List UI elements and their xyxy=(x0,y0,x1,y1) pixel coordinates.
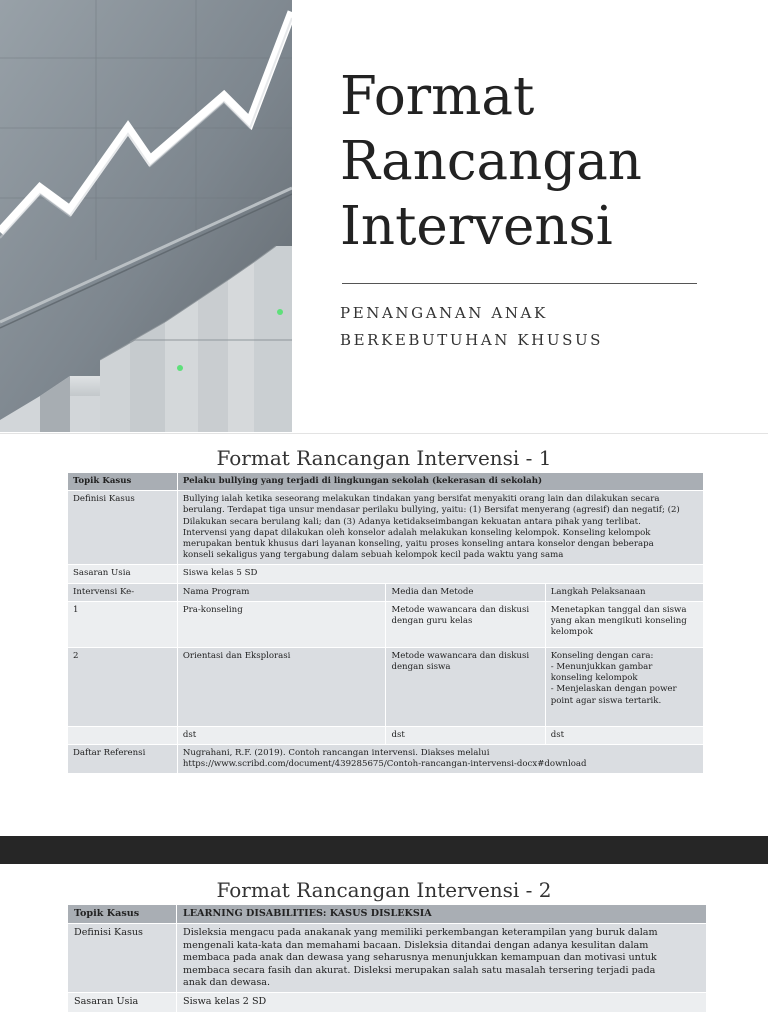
definition-text xyxy=(178,491,703,564)
table-row xyxy=(68,602,703,647)
intervention-table xyxy=(67,472,704,774)
cover-title xyxy=(340,64,760,259)
intervention-number: 2 xyxy=(68,648,177,726)
table-row xyxy=(68,491,703,564)
cover-subtitle xyxy=(340,300,740,354)
text-line: konseling kelompok xyxy=(550,673,638,684)
row-label: Sasaran Usia xyxy=(68,993,176,1011)
text-line: membaca pada anak dan dewasa yang seharusnya menunjukkan kemampuan dan motivasi untuk xyxy=(183,952,657,964)
text-line: dengan guru kelas xyxy=(391,616,473,627)
table-row xyxy=(68,924,706,992)
column-header: Media dan Metode xyxy=(386,584,544,601)
cover-title-line: Intervensi xyxy=(340,196,613,257)
column-header: Nama Program xyxy=(178,584,386,601)
program-name: dst xyxy=(178,727,386,744)
text-line: Disleksia mengacu pada anakanak yang memiliki perkembangan keterampilan yang buruk dalam xyxy=(183,927,658,939)
target-age-value: Siswa kelas 2 SD xyxy=(177,993,706,1011)
target-age-value: Siswa kelas 5 SD xyxy=(178,565,703,582)
text-line: anak dan dewasa. xyxy=(183,977,271,989)
table-row xyxy=(68,473,703,490)
row-label: Sasaran Usia xyxy=(68,565,177,582)
text-line: - Menjelaskan dengan power xyxy=(550,684,677,695)
table-row xyxy=(68,727,703,744)
media-method xyxy=(386,602,544,647)
reference-text xyxy=(178,745,703,773)
text-line: dengan siswa xyxy=(391,662,451,673)
program-name: Orientasi dan Eksplorasi xyxy=(178,648,386,726)
text-line: Intervensi yang dapat dilakukan oleh konselor adalah melakukan konseling kelompok. Konseling kelompok xyxy=(182,527,651,538)
reference-link[interactable]: https://www.scribd.com/document/439285675/Contoh-rancangan-intervensi-docx#download xyxy=(182,759,587,770)
row-label: Definisi Kasus xyxy=(68,924,176,992)
column-header: Langkah Pelaksanaan xyxy=(546,584,703,601)
row-label: Daftar Referensi xyxy=(68,745,177,773)
definition-text xyxy=(177,924,706,992)
intervention-number xyxy=(68,727,177,744)
program-name: Pra-konseling xyxy=(178,602,386,647)
implementation-steps xyxy=(546,648,703,726)
staircase-graph-image xyxy=(0,0,292,432)
intervention-number: 1 xyxy=(68,602,177,647)
text-line: Menetapkan tanggal dan siswa xyxy=(550,604,687,615)
topic-value: LEARNING DISABILITIES: KASUS DISLEKSIA xyxy=(177,905,706,923)
text-line: - Menunjukkan gambar xyxy=(550,662,653,673)
implementation-steps xyxy=(546,602,703,647)
slide-divider-bar xyxy=(0,836,768,864)
row-label: Topik Kasus xyxy=(68,905,176,923)
intervention-slide-2 xyxy=(0,864,768,1024)
cover-subtitle-line: BERKEBUTUHAN KHUSUS xyxy=(340,331,604,349)
text-line: yang akan mengikuti konseling xyxy=(550,616,687,627)
text-line: mengenali kata-kata dan memahami bacaan. Disleksia ditandai dengan adanya kesulitan dalam xyxy=(183,939,649,951)
topic-value: Pelaku bullying yang terjadi di lingkungan sekolah (kekerasan di sekolah) xyxy=(178,473,703,490)
text-line: merupakan bentuk khusus dari layanan konseling, yaitu proses konseling antara konselor dengan beberapa xyxy=(182,539,654,550)
cover-subtitle-line: PENANGANAN ANAK xyxy=(340,304,548,322)
text-line: Metode wawancara dan diskusi xyxy=(391,650,530,661)
text-line: konseli sekaligus yang tergabung dalam sebuah kelompok kecil pada waktu yang sama xyxy=(182,550,564,561)
text-line: berulang. Terdapat tiga unsur mendasar perilaku bullying, yaitu: (1) Bersifat menyerang (agresif) dan negatif; (2) xyxy=(182,505,680,516)
text-line: Bullying ialah ketika seseorang melakukan tindakan yang bersifat menyakiti orang lain dan dilakukan secara xyxy=(182,494,660,505)
slide-title: Format Rancangan Intervensi - 1 xyxy=(216,446,552,470)
implementation-steps: dst xyxy=(546,727,703,744)
table-row xyxy=(68,648,703,726)
row-label: Definisi Kasus xyxy=(68,491,177,564)
text-line: kelompok xyxy=(550,627,593,638)
table-row xyxy=(68,993,706,1011)
text-line: membaca secara fasih dan akurat. Disleksi merupakan salah satu masalah tersering terjadi pada xyxy=(183,964,656,976)
intervention-table xyxy=(67,904,707,1013)
table-row xyxy=(68,565,703,582)
slide-title: Format Rancangan Intervensi - 2 xyxy=(216,878,552,902)
media-method xyxy=(386,648,544,726)
cover-slide xyxy=(0,0,768,432)
intervention-slide-1 xyxy=(0,433,768,836)
media-method: dst xyxy=(386,727,544,744)
text-line: Dilakukan secara berulang kali; dan (3) Adanya ketidakseimbangan kekuatan antara pihak yang terlibat. xyxy=(182,516,641,527)
text-line: Nugrahani, R.F. (2019). Contoh rancangan intervensi. Diakses melalui xyxy=(182,748,490,759)
cover-title-line: Format xyxy=(340,66,535,127)
title-divider xyxy=(342,283,697,284)
cover-title-line: Rancangan xyxy=(340,131,642,192)
table-row xyxy=(68,905,706,923)
text-line: Metode wawancara dan diskusi xyxy=(391,604,530,615)
table-header-row xyxy=(68,584,703,601)
row-label: Topik Kasus xyxy=(68,473,177,490)
table-row xyxy=(68,745,703,773)
column-header: Intervensi Ke- xyxy=(68,584,177,601)
text-line: Konseling dengan cara: xyxy=(550,650,654,661)
text-line: point agar siswa tertarik. xyxy=(550,695,662,706)
